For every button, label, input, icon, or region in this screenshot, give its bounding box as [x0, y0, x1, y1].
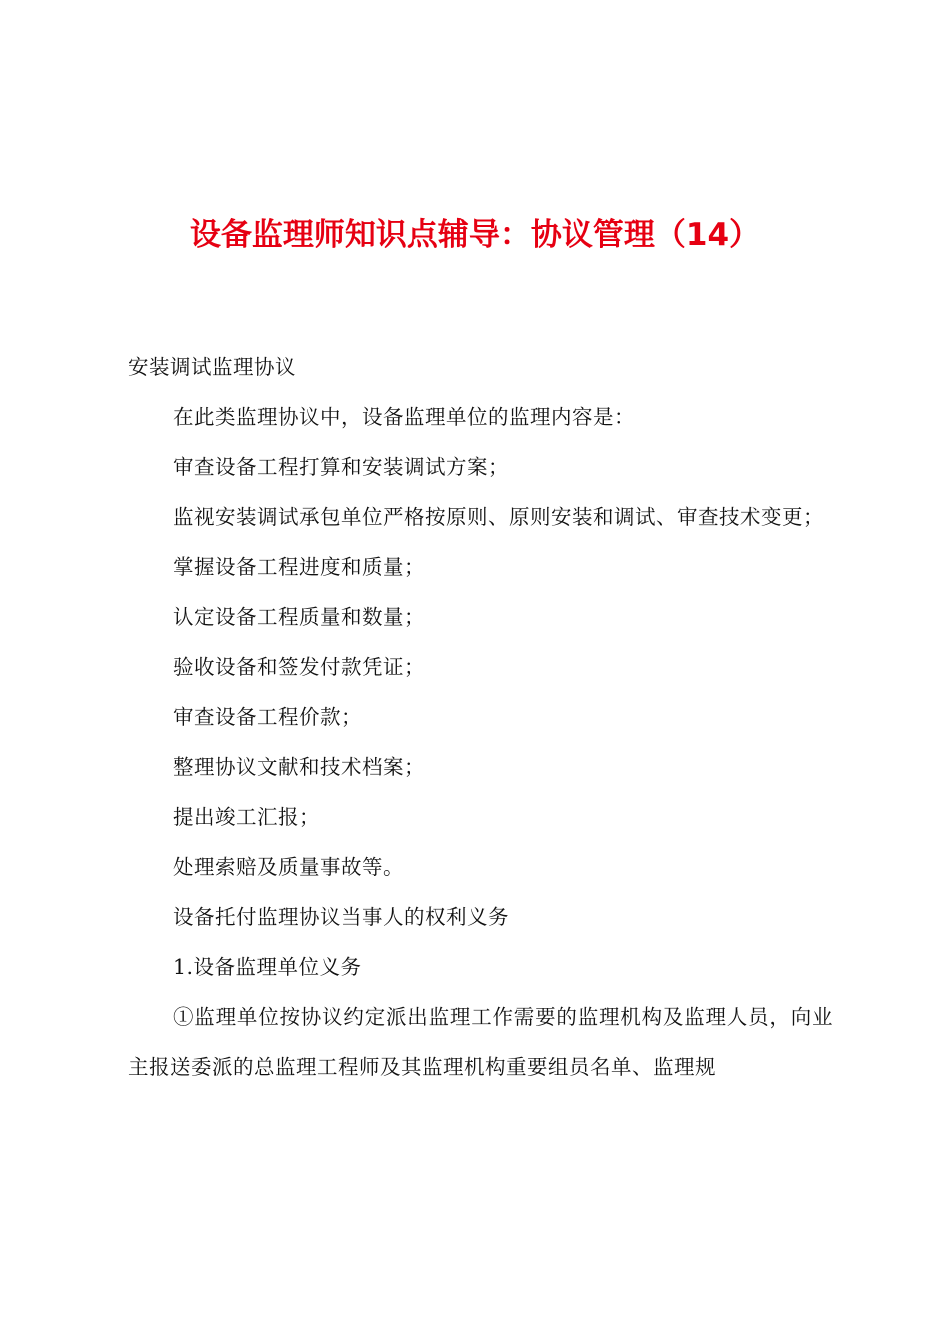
paragraph: 提出竣工汇报； — [173, 805, 320, 829]
paragraph: 验收设备和签发付款凭证； — [173, 655, 425, 679]
paragraph: 在此类监理协议中，设备监理单位的监理内容是： — [173, 405, 635, 429]
paragraph: 审查设备工程价款； — [173, 705, 362, 729]
paragraph: 处理索赔及质量事故等。 — [173, 855, 404, 879]
document-body — [128, 342, 833, 1092]
subsection-heading: 1.设备监理单位义务 — [173, 955, 362, 979]
paragraph: 掌握设备工程进度和质量； — [173, 555, 425, 579]
paragraph: ①监理单位按协议约定派出监理工作需要的监理机构及监理人员，向业主报送委派的总监理工程师及其监理机构重要组员名单、监理规 — [128, 1005, 833, 1079]
document-title: 设备监理师知识点辅导：协议管理（14） — [189, 217, 761, 253]
section-heading: 安装调试监理协议 — [128, 355, 296, 379]
paragraph: 审查设备工程打算和安装调试方案； — [173, 455, 509, 479]
paragraph: 整理协议文献和技术档案； — [173, 755, 425, 779]
paragraph: 认定设备工程质量和数量； — [173, 605, 425, 629]
paragraph: 监视安装调试承包单位严格按原则、原则安装和调试、审查技术变更； — [173, 505, 824, 529]
section-heading: 设备托付监理协议当事人的权利义务 — [173, 905, 509, 929]
